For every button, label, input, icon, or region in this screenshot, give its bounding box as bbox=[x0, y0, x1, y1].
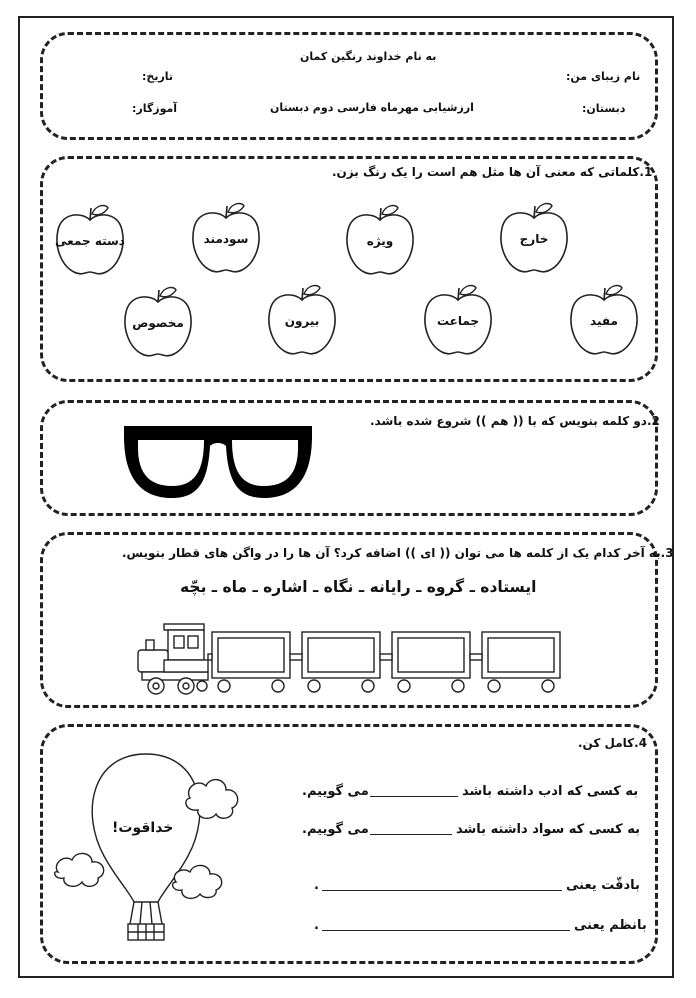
school-label: دبستان: bbox=[582, 102, 626, 115]
word-list: ایستاده ـ گروه ـ رایانه ـ نگاه ـ اشاره ـ ماه ـ بچّه bbox=[180, 578, 537, 596]
header-section bbox=[40, 32, 658, 140]
apple-card[interactable] bbox=[52, 202, 128, 278]
teacher-label: آموزگار: bbox=[132, 102, 178, 115]
balloon-text: خداقوت! bbox=[112, 820, 174, 836]
apple-card[interactable] bbox=[264, 282, 340, 358]
line-1-blank[interactable] bbox=[370, 796, 458, 797]
apple-card[interactable] bbox=[566, 282, 642, 358]
train-icon bbox=[134, 620, 564, 700]
line-1-start: به کسی که ادب داشته باشد bbox=[462, 784, 639, 799]
line-2-end: می گوییم. bbox=[302, 822, 369, 837]
header-title: به نام خداوند رنگین کمان bbox=[300, 50, 437, 63]
line-3-start: بادقّت یعنی bbox=[566, 878, 640, 893]
question-1-instruction: 1.کلماتی که معنی آن ها مثل هم است را یک رنگ بزن. bbox=[332, 165, 653, 179]
line-3-blank[interactable] bbox=[322, 890, 562, 891]
apple-word: بیرون bbox=[284, 314, 320, 328]
line-4-end: . bbox=[314, 918, 319, 933]
apple-card[interactable] bbox=[188, 200, 264, 276]
line-3-end: . bbox=[314, 878, 319, 893]
apple-word: مخصوص bbox=[132, 316, 184, 330]
line-4-start: بانظم یعنی bbox=[574, 918, 647, 933]
apple-card[interactable] bbox=[420, 282, 496, 358]
apple-word: سودمند bbox=[203, 232, 249, 246]
apple-card[interactable] bbox=[120, 284, 196, 360]
apple-card[interactable] bbox=[496, 200, 572, 276]
apple-word: جماعت bbox=[436, 314, 480, 328]
name-label: نام زیبای من: bbox=[566, 70, 641, 83]
apple-word: خارج bbox=[519, 232, 549, 246]
question-4-instruction: 4.کامل کن. bbox=[578, 736, 648, 750]
exam-title: ارزشیابی مهرماه فارسی دوم دبستان bbox=[270, 101, 474, 114]
apple-word: مفید bbox=[590, 314, 618, 328]
line-2-blank[interactable] bbox=[370, 834, 452, 835]
question-2-instruction: 2.دو کلمه بنویس که با (( هم )) شروع شده باشد. bbox=[370, 414, 660, 428]
hot-air-balloon-icon bbox=[50, 752, 250, 952]
apple-word: دسته جمعی bbox=[55, 234, 125, 248]
glasses-icon bbox=[122, 424, 314, 504]
apple-word: ویژه bbox=[366, 234, 394, 248]
apple-card[interactable] bbox=[342, 202, 418, 278]
line-2-start: به کسی که سواد داشته باشد bbox=[456, 822, 640, 837]
line-4-blank[interactable] bbox=[322, 930, 570, 931]
question-3-instruction: 3.به آخر کدام یک از کلمه ها می توان (( ای )) اضافه کرد؟ آن ها را در واگن های قطار بنویس. bbox=[122, 546, 674, 560]
line-1-end: می گوییم. bbox=[302, 784, 369, 799]
date-label: تاریخ: bbox=[142, 70, 174, 83]
